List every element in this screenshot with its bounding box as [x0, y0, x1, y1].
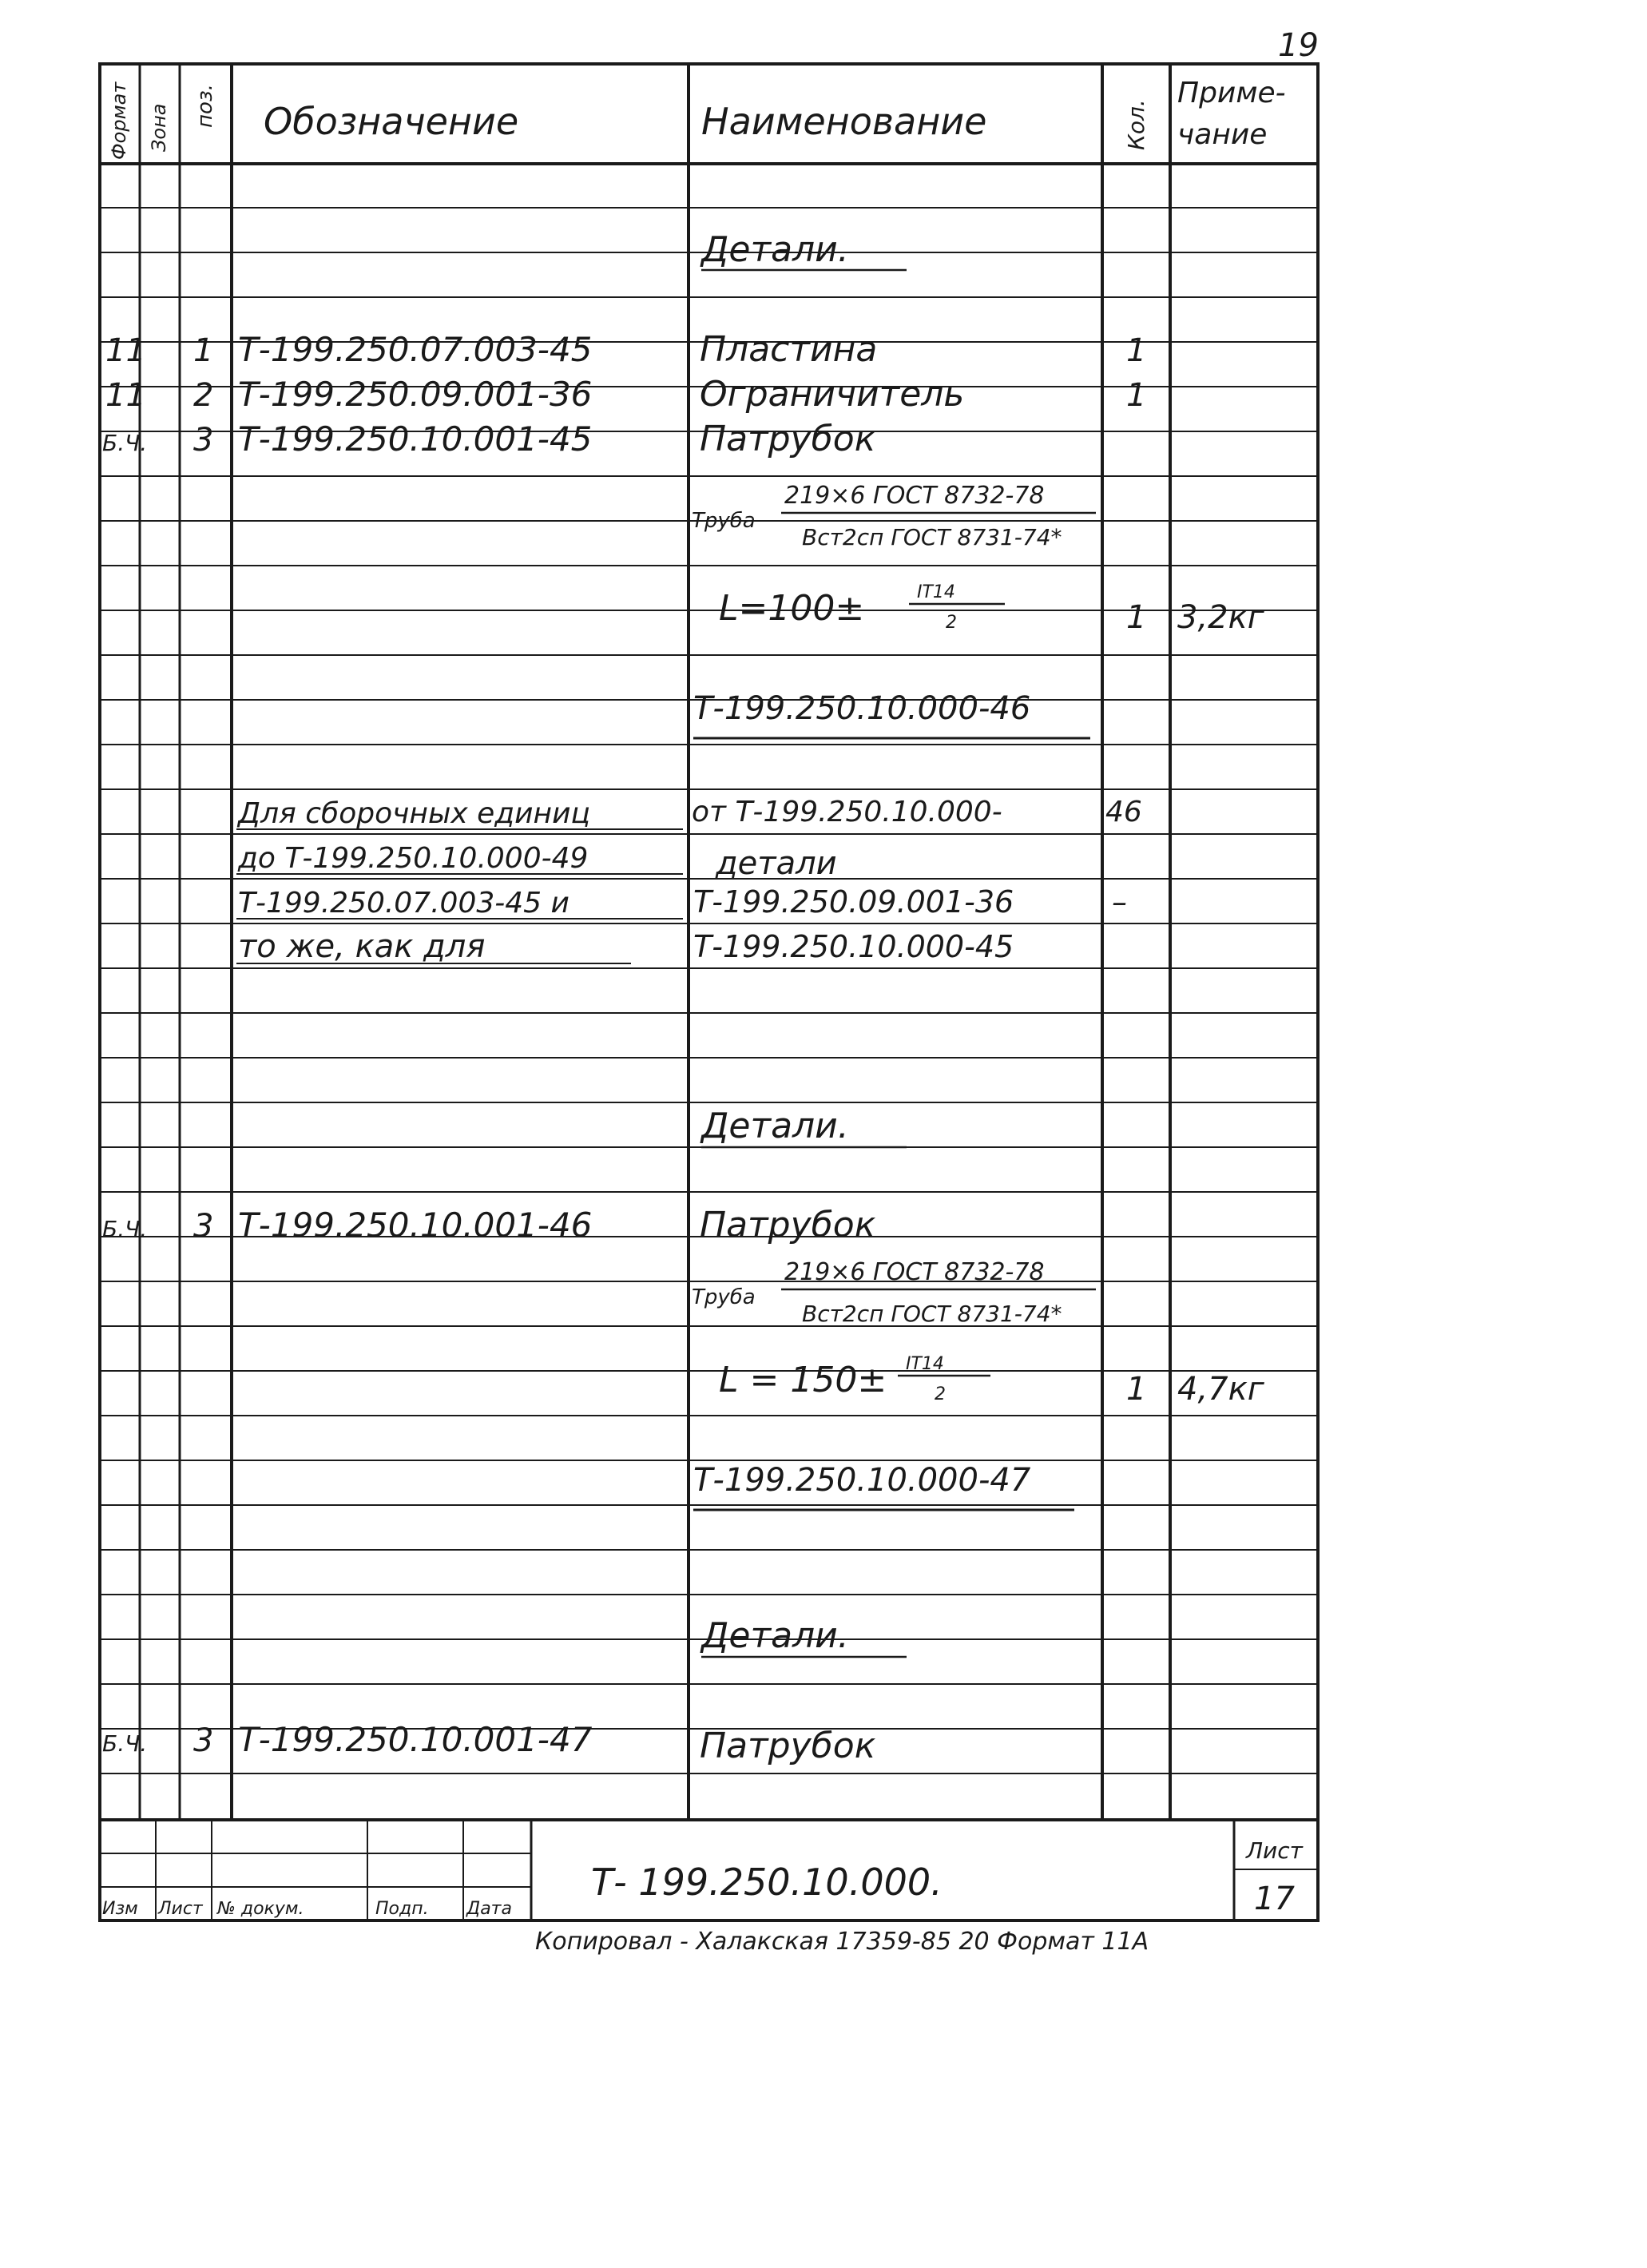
header-zone: Зона [148, 103, 170, 152]
row-qty: 1 [1126, 377, 1147, 414]
row-designation: Т-199.250.07.003-45 [238, 330, 593, 369]
tb-list-label: Лист [158, 1899, 203, 1919]
row-pos: 3 [193, 1208, 214, 1245]
row-format: Б.Ч. [102, 1216, 148, 1242]
row-pos: 2 [193, 377, 214, 414]
tb-designation: Т- 199.250.10.000. [591, 1861, 943, 1904]
row-format: Б.Ч. [102, 1730, 148, 1757]
header-note-line2: чание [1177, 118, 1268, 151]
row-pos: 3 [193, 1722, 214, 1759]
row-name: Пластина [700, 329, 878, 370]
length-value: L = 150± [719, 1360, 887, 1400]
row-format: Б.Ч. [102, 430, 148, 456]
row-designation: Т-199.250.10.001-47 [238, 1720, 593, 1759]
length-tolerance-num: IT14 [917, 582, 955, 602]
row-name: Т-199.250.09.001-36 [693, 884, 1014, 920]
row-format: 11 [105, 332, 146, 369]
row-pos: 3 [193, 422, 214, 459]
row-name: Патрубок [700, 1205, 876, 1245]
row-designation: Т-199.250.10.001-45 [238, 419, 593, 459]
length-tolerance-den: 2 [946, 613, 957, 633]
length-value: L=100± [719, 588, 865, 629]
section-title-details-1: Детали. [701, 229, 849, 270]
header-note-line1: Приме- [1177, 77, 1286, 109]
row-qty: 1 [1126, 332, 1147, 369]
material-grade: Вст2сп ГОСТ 8731-74* [802, 1301, 1062, 1327]
row-qty: – [1112, 884, 1127, 920]
tb-docno-label: № докум. [217, 1899, 304, 1919]
row-note: 4,7кг [1177, 1371, 1264, 1408]
row-qty: 1 [1126, 1371, 1147, 1408]
table-rows [102, 229, 1265, 1766]
row-name: Т-199.250.10.000-45 [693, 929, 1014, 964]
row-qty: 46 [1105, 796, 1142, 828]
tb-sheet-label: Лист [1246, 1837, 1303, 1864]
title-block [100, 1820, 1318, 1920]
row-designation: Т-199.250.09.001-36 [238, 375, 593, 414]
row-name: от Т-199.250.10.000- [692, 796, 1002, 828]
row-name: Ограничитель [700, 374, 965, 415]
material-grade: Вст2сп ГОСТ 8731-74* [802, 524, 1062, 550]
header-pos: поз. [193, 84, 217, 128]
page-number: 19 [1278, 27, 1319, 64]
row-designation: Для сборочных единиц [238, 797, 590, 830]
material-spec: 219×6 ГОСТ 8732-78 [784, 1258, 1045, 1286]
header-qty: Кол. [1123, 99, 1149, 150]
tb-sign-label: Подп. [375, 1899, 429, 1919]
tb-izm-label: Изм [102, 1899, 138, 1919]
assembly-reference: Т-199.250.10.000-46 [693, 690, 1031, 727]
footer-copy-format: Копировал - Халакская 17359-85 20 Формат 11А [535, 1928, 1149, 1956]
header-designation: Обозначение [264, 100, 519, 143]
row-name: Патрубок [700, 1726, 876, 1766]
tb-date-label: Дата [466, 1899, 512, 1919]
length-tolerance-den: 2 [935, 1384, 946, 1404]
row-format: 11 [105, 377, 146, 414]
assembly-reference: Т-199.250.10.000-47 [693, 1462, 1031, 1499]
row-qty: 1 [1126, 599, 1147, 636]
header-name: Наименование [701, 100, 987, 143]
row-name: Патрубок [700, 419, 876, 459]
length-tolerance-num: IT14 [906, 1354, 944, 1374]
section-title-details-2: Детали. [701, 1106, 849, 1146]
row-note: 3,2кг [1177, 599, 1264, 636]
row-designation: Т-199.250.10.001-46 [238, 1205, 593, 1245]
material-prefix: Труба [692, 1285, 756, 1309]
row-pos: 1 [193, 332, 214, 369]
tb-sheet-number: 17 [1254, 1881, 1295, 1917]
row-designation: до Т-199.250.10.000-49 [238, 842, 589, 875]
material-prefix: Труба [692, 509, 756, 533]
section-title-details-3: Детали. [701, 1615, 849, 1656]
header-format: Формат [108, 81, 130, 160]
material-spec: 219×6 ГОСТ 8732-78 [784, 482, 1045, 510]
row-designation: то же, как для [238, 928, 486, 965]
row-designation: Т-199.250.07.003-45 и [238, 887, 570, 920]
table-header [108, 77, 1286, 160]
row-name: детали [716, 845, 837, 882]
